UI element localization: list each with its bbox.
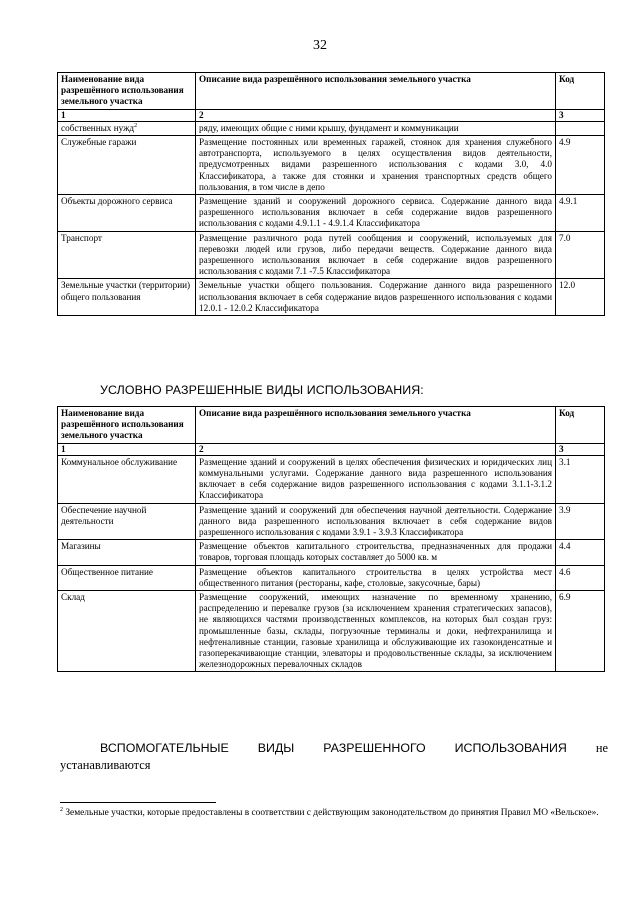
use-name: Коммунальное обслуживание: [58, 455, 196, 503]
footnote-marker: 2: [60, 806, 63, 813]
aux-line2: устанавливаются: [60, 758, 151, 772]
use-description: Размещение зданий и сооружений для обеспечения научной деятельности. Содержание данного вида разрешенного использования включает в себя содержание видов разрешенного использования с кодами 3.9.1 - 3.9.3 Классификатора: [196, 503, 556, 540]
conditional-uses-table: [57, 406, 605, 672]
page-number: 32: [313, 38, 327, 53]
table-row: [58, 455, 605, 503]
table-row: [58, 503, 605, 540]
col-number: 3: [556, 443, 605, 455]
use-name: Обеспечение научной деятельности: [58, 503, 196, 540]
header-code: Код: [556, 407, 605, 444]
use-name: Объекты дорожного сервиса: [58, 195, 196, 232]
table-row: [58, 195, 605, 232]
table-header-row: [58, 407, 605, 444]
table-row: [58, 591, 605, 672]
footnote-text: Земельные участки, которые предоставлены в соответствии с действующим законодательством до принятия Правил МО «Вельское».: [63, 808, 599, 818]
col-number: 1: [58, 109, 196, 121]
column-number-row: [58, 443, 605, 455]
use-description: Размещение объектов капитального строительства, предназначенных для продажи товаров, торговая площадь которых составляет до 5000 кв. м: [196, 540, 556, 565]
use-description: Размещение объектов капитального строительства в целях устройства мест общественного питания (рестораны, кафе, столовые, закусочные, бары): [196, 565, 556, 590]
use-code: 12.0: [556, 279, 605, 316]
use-code: 3.9: [556, 503, 605, 540]
header-description: Описание вида разрешённого использования земельного участка: [196, 73, 556, 110]
use-name: Магазины: [58, 540, 196, 565]
use-code: 6.9: [556, 591, 605, 672]
header-name: Наименование вида разрешённого использования земельного участка: [58, 73, 196, 110]
header-name: Наименование вида разрешённого использования земельного участка: [58, 407, 196, 444]
table-header-row: [58, 73, 605, 110]
table-row: [58, 231, 605, 279]
use-code: 4.9: [556, 136, 605, 195]
conditional-uses-heading: УСЛОВНО РАЗРЕШЕННЫЕ ВИДЫ ИСПОЛЬЗОВАНИЯ:: [100, 383, 424, 397]
use-description: Размещение различного рода путей сообщения и сооружений, используемых для перевозки людей или грузов, либо передачи веществ. Содержание данного вида разрешенного использования включает в себя содержание видов разрешенного использования с кодами 7.1 -7.5 Классификатора: [196, 231, 556, 279]
col-number: 2: [196, 109, 556, 121]
aux-word: не: [595, 741, 608, 755]
col-number: 3: [556, 109, 605, 121]
col-number: 2: [196, 443, 556, 455]
use-name: Транспорт: [58, 231, 196, 279]
use-code: 4.6: [556, 565, 605, 590]
use-description: Размещение зданий и сооружений в целях обеспечения физических и юридических лиц коммунальными услугами. Содержание данного вида разрешенного использования включает в себя содержание видов разрешенного использования с кодами 3.1.1-3.1.2 Классификатора: [196, 455, 556, 503]
table-row: [58, 121, 605, 135]
use-code: 3.1: [556, 455, 605, 503]
use-description: Размещение постоянных или временных гаражей, стоянок для хранения служебного автотранспорта, используемого в целях осуществления видов деятельности, предусмотренных видами разрешенного использования с кодами 3.0, 4.0 Классификатора, а также для стоянки и хранения транспортных средств общего пользования, в том числе в депо: [196, 136, 556, 195]
auxiliary-uses-paragraph: [60, 740, 608, 774]
table-row: [58, 565, 605, 590]
footnote-ref: 2: [134, 122, 138, 129]
footnote-divider: [60, 802, 216, 803]
aux-word: ВИДЫ: [257, 741, 295, 755]
table-row: [58, 136, 605, 195]
use-code: 7.0: [556, 231, 605, 279]
aux-word: ВСПОМОГАТЕЛЬНЫЕ: [100, 741, 229, 755]
permitted-uses-table: [57, 72, 605, 316]
use-description: Размещение сооружений, имеющих назначение по временному хранению, распределению и перевалке грузов (за исключением хранения стратегических запасов), не являющихся частями производственных комплексов, на которых был создан груз: промышленные базы, склады, погрузочные терминалы и доки, нефтехранилища и нефтеналивные станции, газовые хранилища и обслуживающие их газоконденсатные и газоперекачивающие станции, элеваторы и продовольственные склады, за исключением железнодорожных перевалочных складов: [196, 591, 556, 672]
use-code: [556, 121, 605, 135]
footnote: [60, 807, 612, 819]
header-description: Описание вида разрешённого использования земельного участка: [196, 407, 556, 444]
use-description: Размещение зданий и сооружений дорожного сервиса. Содержание данного вида разрешенного использования включает в себя содержание видов разрешенного использования с кодами 4.9.1.1 - 4.9.1.4 Классификатора: [196, 195, 556, 232]
use-name: Склад: [58, 591, 196, 672]
aux-word: РАЗРЕШЕННОГО: [323, 741, 426, 755]
col-number: 1: [58, 443, 196, 455]
use-name: Общественное питание: [58, 565, 196, 590]
column-number-row: [58, 109, 605, 121]
use-code: 4.9.1: [556, 195, 605, 232]
table-row: [58, 540, 605, 565]
use-description: Земельные участки общего пользования. Содержание данного вида разрешенного использования включает в себя содержание видов разрешенного использования с кодами 12.0.1 - 12.0.2 Классификатора: [196, 279, 556, 316]
use-description: ряду, имеющих общие с ними крышу, фундамент и коммуникации: [196, 121, 556, 135]
use-name: Земельные участки (территории) общего пользования: [58, 279, 196, 316]
header-code: Код: [556, 73, 605, 110]
table-row: [58, 279, 605, 316]
aux-word: ИСПОЛЬЗОВАНИЯ: [454, 741, 567, 755]
use-name: собственных нужд$^2$: [58, 121, 196, 135]
use-code: 4.4: [556, 540, 605, 565]
use-name: Служебные гаражи: [58, 136, 196, 195]
